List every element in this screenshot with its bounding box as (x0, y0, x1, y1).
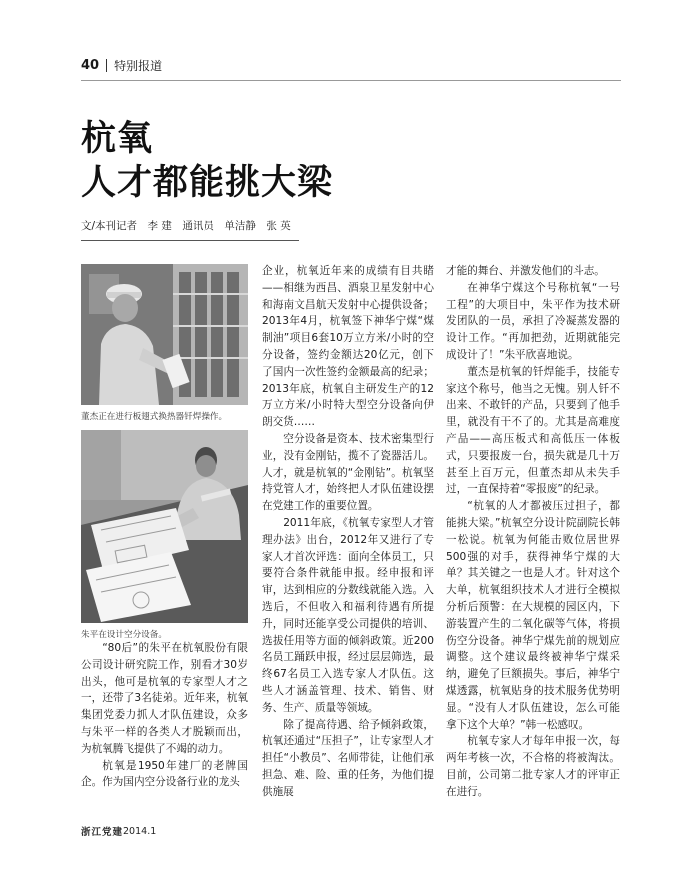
caption-photo2: 朱平在设计空分设备。 (81, 630, 167, 640)
paragraph: 杭氧是1950年建厂的老牌国企。作为国内空分设备行业的龙头 (81, 759, 248, 789)
section-label: 特别报道 (114, 58, 163, 73)
paragraph: 杭氧专家人才每年申报一次，每两年考核一次，不合格的将被淘汰。目前，公司第二批专家人才的评审正在进行。 (446, 735, 620, 798)
page-footer (81, 824, 156, 838)
paragraph: 2011年底，《杭氧专家型人才管理办法》出台，2012年又进行了专家人才首次评选：面向全体员工，只要符合条件就能申报。经申报和评审，达到相应的分数线就能入选。入选后，不但收入和福利待遇有所提升，同时还能享受公司提供的培训、选拔任用等方面的倾斜政策。近200名员工踊跃申报，经过层层筛选，最终67名员工入选专家人才队伍。这些人才涵盖管理、技术、销售、财务、生产、质量等领域。 (262, 516, 434, 714)
article-title (81, 117, 333, 205)
byline-rule (81, 240, 299, 241)
running-header (81, 57, 162, 73)
title-line-2: 人才都能挑大梁 (81, 162, 334, 203)
paragraph: 董杰是杭氧的钎焊能手，技能专家这个称号，他当之无愧。别人钎不出来、不敢钎的产品，只要到了他手里，就没有干不了的。尤其是高难度产品——高压板式和高低压一体板式，只要报废一台，损失就是几十万甚至上百万元，但董杰却从未失手过，一直保持着“零报废”的纪录。 (446, 365, 620, 496)
column-1 (81, 640, 248, 791)
paragraph: 空分设备是资本、技术密集型行业，没有金刚钻，揽不了瓷器活儿。人才，就是杭氧的“金刚钻”。杭氧坚持党管人才，始终把人才队伍建设摆在党建工作的重要位置。 (262, 432, 434, 513)
photo-designer (81, 430, 248, 623)
byline: 文/本刊记者 李 建 通讯员 单洁静 张 英 (81, 220, 291, 232)
caption-photo1: 董杰正在进行板翅式换热器钎焊操作。 (81, 412, 228, 422)
header-rule (81, 80, 621, 81)
magazine-logo: 浙江党建 (81, 827, 124, 838)
header-separator (106, 59, 107, 72)
paragraph: 企业，杭氧近年来的成绩有目共睹——相继为西昌、酒泉卫星发射中心和海南文昌航天发射中心提供设备；2013年4月，杭氧签下神华宁煤“煤制油”项目6套10万立方米/小时的空分设备，签约金额达20亿元，创下了国内一次性签约金额最高的纪录；2013年底，杭氧自主研发生产的12万立方米/小时特大型空分设备向伊朗交货…… (262, 265, 434, 429)
paragraph: “80后”的朱平在杭氧股份有限公司设计研究院工作，别看才30岁出头，他可是杭氧的专家型人才之一，还带了3名徒弟。近年来，杭氧集团党委力抓人才队伍建设，众多与朱平一样的各类人才脱颖而出，为杭氧腾飞提供了不竭的动力。 (81, 642, 248, 755)
paragraph: 除了提高待遇、给予倾斜政策，杭氧还通过“压担子”，让专家型人才担任“小教员”、名师带徒，让他们承担急、难、险、重的任务，为他们提供施展 (262, 718, 434, 798)
page-number: 40 (81, 57, 100, 73)
paragraph: 才能的舞台、并激发他们的斗志。 (446, 265, 605, 277)
title-line-1: 杭氧 (81, 118, 154, 159)
photo-welding (81, 264, 248, 405)
paragraph: 在神华宁煤这个号称杭氧“一号工程”的大项目中，朱平作为技术研发团队的一员，承担了冷凝蒸发器的设计工作。“再加把劲，近期就能完成设计了！”朱平欣喜地说。 (446, 281, 620, 361)
issue-number: 2014.1 (123, 825, 157, 837)
column-2 (262, 263, 434, 801)
column-3 (446, 263, 620, 801)
paragraph: “杭氧的人才都被压过担子，都能挑大梁。”杭氧空分设计院副院长韩一松说。杭氧为何能击败位居世界500强的对手，获得神华宁煤的大单？其关键之一也是人才。针对这个大单，杭氧组织技术人才进行全模拟分析后预警：在大规模的园区内，下游装置产生的二氧化碳等气体，将损伤空分设备。神华宁煤先前的规划应调整。这个建议最终被神华宁煤采纳，避免了巨额损失。事后，神华宁煤透露，杭氧贴身的技术服务优势明显。“没有人才队伍建设，怎么可能拿下这个大单？”韩一松感叹。 (446, 500, 620, 731)
